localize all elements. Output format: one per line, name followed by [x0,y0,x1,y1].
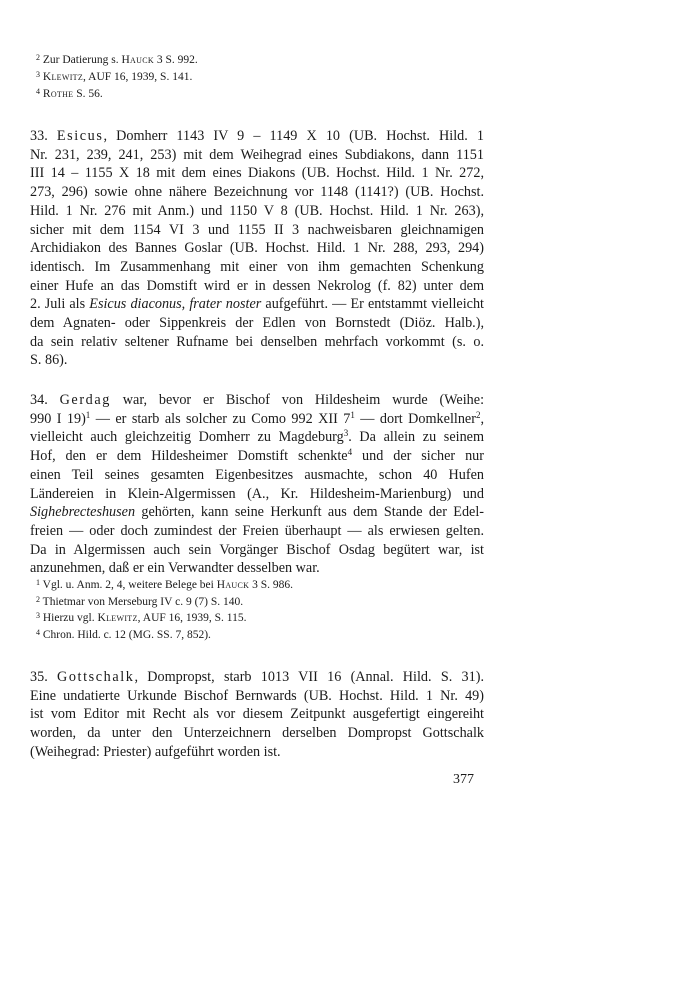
footnote: $^1$ Vgl. u. Anm. 2, 4, weitere Belege bei Hauck 3 S. 986. [36,578,293,591]
text-line: ist vom Editor mit Recht als vor diesem Zeitpunkt ausgefertigt eingereiht [30,706,484,723]
footnote-number: 2 [36,53,40,62]
entry-name: Gottschalk [57,669,135,685]
footnote-ref: 4 [347,447,353,458]
author-name: Klewitz [97,612,138,624]
text-line: 2. Juli als Esicus diaconus, frater noster aufgeführt. — Er entstammt vielleicht [30,296,484,313]
entry-35-gottschalk [30,668,484,762]
author-name: Hauck [216,579,250,591]
footnote: $^2$ Zur Datierung s. Hauck 3 S. 992. [36,53,198,66]
text-line: da sein relativ seltener Rufname bei denselben mehrfach vorkommt (s. o. [30,333,484,350]
entry-name: Esicus [56,128,104,144]
footnote-number: 2 [36,594,40,604]
text-line: Sighebrecteshusen gehörten, kann seine Herkunft aus dem Stande der Edel- [30,504,484,521]
text-line: (Weihegrad: Priester) aufgeführt worden ist. [30,743,281,760]
footnote-ref: 2 [475,409,481,420]
footnote-ref: 3 [343,428,349,439]
text-line: Hild. 1 Nr. 276 mit Anm.) und 1150 V 8 (UB. Hochst. Hild. 1 Nr. 263), [30,202,484,219]
text-line: S. 86). [30,352,68,369]
footnote-number: 4 [36,87,40,96]
text-line: 35. Gottschalk, Dompropst, starb 1013 VII 16 (Annal. Hild. S. 31). [30,669,484,685]
entry-33-esicus [30,127,484,370]
text-line: 990 I 19)$^1$ — er starb als solcher zu Como 992 XII $7^1$ — dort Domkellner$^2$, [30,409,484,427]
footnote: $^3$ Hierzu vgl. Klewitz, AUF 16, 1939, S. 115. [36,611,247,624]
footnote: $^4$ Chron. Hild. c. 12 (MG. SS. 7, 852). [36,627,211,641]
author-name: Klewitz [42,71,84,83]
text-line: Archidiakon des Bannes Goslar (UB. Hochst. Hild. 1 Nr. 288, 293, 294) [30,240,484,257]
text-line: 33. Esicus, Domherr 1143 IV 9 – 1149 X 10 (UB. Hochst. Hild. 1 [30,128,484,144]
text-line: identisch. Im Zusammenhang mit einer von ihm gemachten Schenkung [30,258,484,275]
text-line: III 14 – 1155 X 18 mit dem eines Diakons (UB. Hochst. Hild. 1 Nr. 272, [30,165,484,182]
text-line: worden, da unter den Unterzeichnern derselben Dompropst Gottschalk [30,725,484,742]
entry-34-gerdag [30,391,484,578]
footnote-number: 4 [36,627,40,637]
text-line: anzunehmen, daß er ein Verwandter desselben war. [30,560,320,577]
text-line: einer Hufe an das Domstift wird er in dessen Nekrolog (f. 82) unter dem [30,277,484,294]
text-line: Ländereien in Klein-Algermissen (A., Kr. Hildesheim-Marienburg) und [30,485,484,502]
entry-name: Gerdag [59,392,111,408]
footnote: $^3$ Klewitz, AUF 16, 1939, S. 141. [36,70,193,83]
italic-phrase: Sighebrecteshusen [30,504,136,521]
footnote-number: 3 [36,611,40,620]
author-name: Rothe [42,88,74,100]
text-line: 273, 296) sowie ohne nähere Bezeichnung vor 1148 (1141?) (UB. Hochst. [30,184,484,201]
author-name: Hauck [121,54,154,66]
text-line: dem Agnaten- oder Sippenkreis der Edlen von Bornstedt (Diöz. Halb.), [30,315,484,332]
text-line: vielleicht auch gleichzeitig Domherr zu Magdeburg$^3$. Da allein zu seinem [30,428,484,446]
footnote-ref: 1 [85,409,91,420]
footnote-number: 3 [36,70,40,79]
text-line: Hof, den er dem Hildesheimer Domstift schenkte$^4$ und der sicher nur [30,447,484,465]
text-line: 34. Gerdag war, bevor er Bischof von Hildesheim wurde (Weihe: [30,392,485,408]
text-line: Nr. 231, 239, 241, 253) mit dem Weihegrad eines Subdiakons, dann 1151 [30,146,484,163]
page-number: 377 [453,772,474,787]
text-line: einen Teil seines gesamten Eigenbesitzes ausmachte, schon 40 Hufen [30,466,484,483]
italic-phrase: Esicus diaconus, frater noster [89,296,262,313]
footnote-number: 1 [36,578,40,587]
text-line: Eine undatierte Urkunde Bischof Bernwards (UB. Hochst. Hild. 1 Nr. 49) [30,687,484,704]
footnote: $^2$ Thietmar von Merseburg IV c. 9 (7) S. 140. [36,594,244,608]
text-line: Da in Algermissen auch sein Vorgänger Bischof Osdag begütert war, ist [30,541,484,558]
text-line: freien — oder doch zumindest der Freien überhaupt — als erwiesen gelten. [30,522,484,539]
footnote-ref: 1 [350,409,355,420]
text-line: sicher mit dem 1154 VI 3 und 1155 II 3 nachweisbaren gleichnamigen [30,221,484,238]
footnote: $^4$ Rothe S. 56. [36,87,103,100]
